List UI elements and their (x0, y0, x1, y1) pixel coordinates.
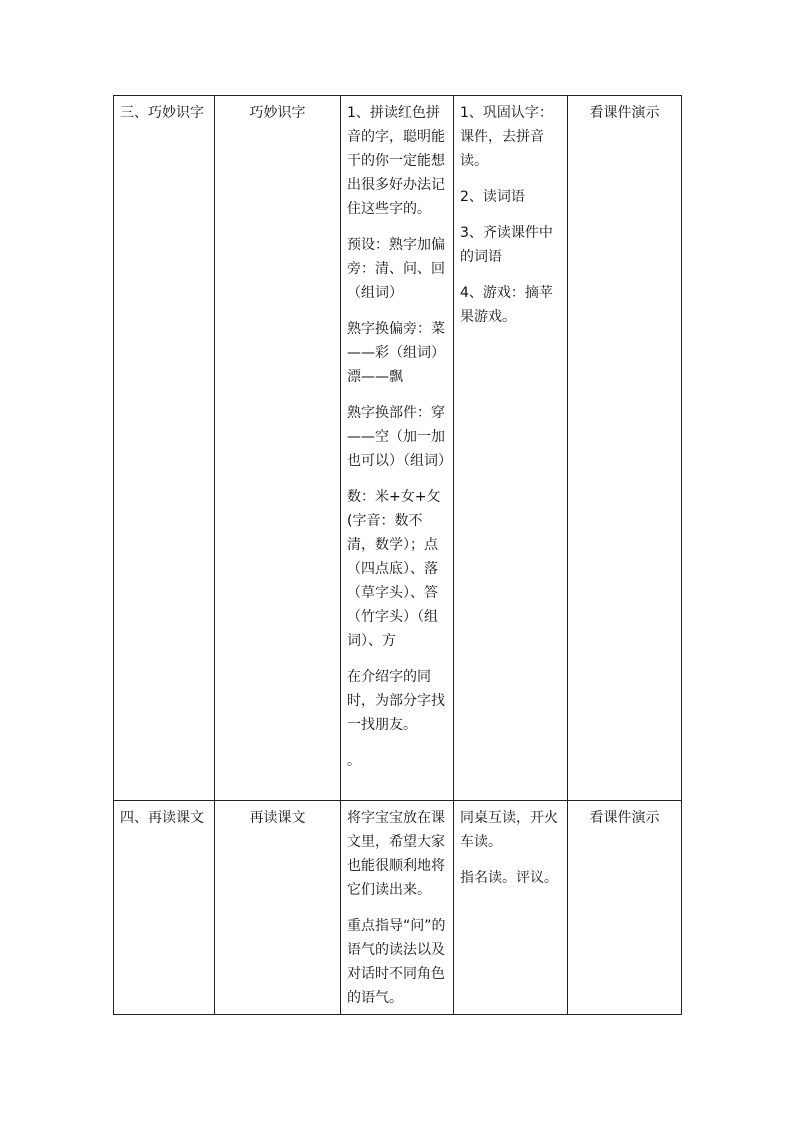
lesson-plan-table (113, 95, 682, 1015)
cell-paragraph: 3、齐读课件中的词语 (460, 225, 553, 265)
teacher-activity-cell (341, 96, 454, 801)
cell-paragraph: 4、游戏：摘苹果游戏。 (460, 285, 553, 325)
cell-paragraph: 预设：熟字加偏旁：清、问、回（组词） (347, 237, 445, 301)
table-row (114, 801, 682, 1015)
cell-paragraph: 熟字换部件：穿——空（加一加也可以）（组词） (347, 405, 452, 469)
cell-paragraph: 指名读。评议。 (460, 870, 558, 886)
cell-paragraph: 1、拼读红色拼音的字，聪明能干的你一定能想出很多好办法记住这些字的。 (347, 105, 445, 217)
cell-paragraph: 将字宝宝放在课文里，希望大家也能很顺利地将它们读出来。 (347, 810, 445, 898)
cell-paragraph: 在介绍字的同时，为部分字找一找朋友。 (347, 669, 445, 733)
media-cell: 看课件演示 (568, 801, 682, 1015)
cell-paragraph: 2、读词语 (460, 189, 525, 205)
cell-paragraph: 同桌互读，开火车读。 (460, 810, 558, 850)
topic-cell: 再读课文 (215, 801, 341, 1015)
table-row (114, 96, 682, 801)
cell-paragraph: 。 (347, 753, 361, 769)
cell-paragraph: 数：米+女+攵(字音：数不清，数学）；点（四点底）、落（草字头）、答（竹字头）（组词）、方 (347, 489, 441, 649)
media-cell: 看课件演示 (568, 96, 682, 801)
topic-cell: 巧妙识字 (215, 96, 341, 801)
stage-cell: 四、再读课文 (114, 801, 215, 1015)
stage-cell: 三、巧妙识字 (114, 96, 215, 801)
cell-paragraph: 重点指导“问”的语气的读法以及对话时不同角色的语气。 (347, 918, 446, 1006)
cell-paragraph: 1、巩固认字：课件，去拼音读。 (460, 105, 553, 169)
student-activity-cell (454, 801, 568, 1015)
cell-paragraph: 熟字换偏旁：菜——彩（组词）漂——飘 (347, 321, 445, 385)
teacher-activity-cell (341, 801, 454, 1015)
student-activity-cell (454, 96, 568, 801)
